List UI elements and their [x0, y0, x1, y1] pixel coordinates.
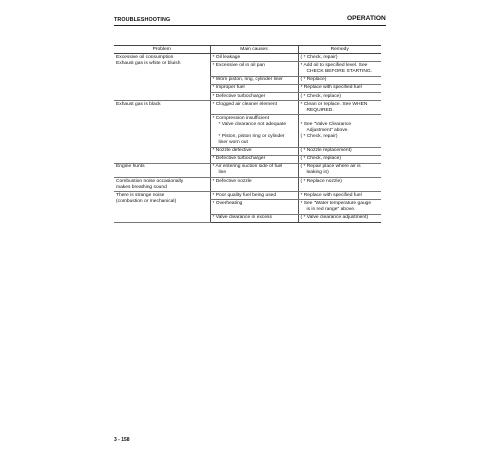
cause-cell — [210, 115, 298, 147]
cause-cell — [210, 147, 298, 155]
remedy-text: * Clean or replace. See WHEN — [300, 101, 368, 107]
column-header-remedy: Remedy — [298, 46, 381, 54]
remedy-text: Adjustment" above. — [306, 127, 349, 133]
chapter-title: OPERATION — [347, 15, 386, 22]
cause-cell — [210, 163, 298, 177]
remedy-text: ( * Check, repair) — [300, 54, 338, 60]
remedy-text: * See "Valve Clearance — [300, 121, 352, 127]
cause-text: * Poor quality fuel being used — [212, 192, 277, 198]
cause-cell — [210, 192, 298, 200]
remedy-cell — [298, 92, 381, 100]
cause-text: * Improper fuel — [212, 85, 245, 91]
problem-text: Engine hunts — [116, 164, 145, 170]
remedy-text: ( * Nozzle replacement) — [300, 148, 352, 154]
table-row — [114, 163, 381, 177]
remedy-cell — [298, 200, 381, 214]
cause-cell — [210, 200, 298, 214]
remedy-cell — [298, 163, 381, 177]
cause-text: * Worn piston, ring, cylinder liner — [212, 77, 283, 83]
problem-text: makes breathing sound — [116, 184, 167, 190]
remedy-text: * Add oil to specified level. See — [300, 62, 368, 68]
cause-cell — [210, 178, 298, 192]
problem-text: Exhaust gas is white or bluish — [116, 60, 181, 66]
remedy-text: is in red range" above. — [306, 207, 356, 213]
remedy-text: REQUIRED. — [306, 107, 334, 113]
remedy-text: ( * Repair place where air is — [300, 164, 361, 170]
problem-cell — [114, 163, 210, 177]
cause-text: * Excessive oil in oil pan — [212, 62, 265, 68]
cause-text: * Compression insufficient — [212, 115, 269, 121]
cause-cell — [210, 92, 298, 100]
troubleshooting-table — [114, 45, 381, 223]
cause-cell — [210, 54, 298, 62]
cause-cell — [210, 76, 298, 84]
problem-text: Exhaust gas is black — [116, 101, 161, 107]
remedy-text: CHECK BEFORE STARTING. — [306, 68, 373, 74]
cause-cell — [210, 84, 298, 92]
remedy-cell — [298, 178, 381, 192]
remedy-cell — [298, 155, 381, 163]
problem-cell — [114, 178, 210, 192]
problem-text: Excessive oil consumption — [116, 54, 174, 60]
problem-cell — [114, 101, 210, 164]
cause-text: * Defective turbocharger — [212, 93, 266, 99]
table-body — [114, 54, 381, 223]
remedy-text — [301, 140, 380, 146]
table-row — [114, 178, 381, 192]
column-header-problem: Problem — [114, 46, 210, 54]
cause-text: * Valve clearance not adequate — [218, 121, 287, 127]
remedy-cell — [298, 115, 381, 147]
remedy-text: ( * Replace nozzle) — [300, 178, 342, 184]
problem-text: (combustion or mechanical) — [116, 198, 177, 204]
table-header-row — [114, 46, 381, 54]
cause-text: * Valve clearance in excess — [212, 215, 272, 221]
header-rule — [114, 25, 386, 26]
cause-cell — [210, 155, 298, 163]
cause-text: line — [218, 170, 227, 176]
column-header-main-causes: Main causes — [210, 46, 298, 54]
cause-text: * Nozzle defective — [212, 148, 252, 154]
cause-cell — [210, 214, 298, 222]
problem-text: Combustion noise occasionally — [116, 178, 184, 184]
remedy-cell — [298, 214, 381, 222]
problem-text: There is strange noise — [116, 192, 165, 198]
cause-text: * Oil leakage — [212, 54, 241, 60]
remedy-cell — [298, 84, 381, 92]
cause-text: * Air entering suction side of fuel — [212, 164, 283, 170]
remedy-text: ( * Valve clearance adjustment) — [300, 215, 369, 221]
remedy-text: * Replace with specified fuel — [300, 192, 362, 198]
cause-text: * Piston, piston ring or cylinder — [218, 133, 285, 139]
remedy-cell — [298, 192, 381, 200]
cause-cell — [210, 62, 298, 76]
problem-cell — [114, 54, 210, 101]
table-row — [114, 192, 381, 200]
table-row — [114, 101, 381, 115]
cause-cell — [210, 101, 298, 115]
problem-cell — [114, 192, 210, 223]
remedy-text: ( * Check, repair) — [300, 133, 338, 139]
cause-text: * Defective turbocharger — [212, 156, 266, 162]
remedy-cell — [298, 101, 381, 115]
remedy-text: ( * Check, replace) — [300, 156, 341, 162]
cause-text: * Clogged air cleaner element — [212, 101, 277, 107]
remedy-cell — [298, 62, 381, 76]
page-number: 3 - 158 — [114, 437, 130, 443]
remedy-cell — [298, 76, 381, 84]
remedy-cell — [298, 54, 381, 62]
remedy-cell — [298, 147, 381, 155]
remedy-text: * Replace with specified fuel — [300, 85, 362, 91]
cause-text: * Defective nozzle — [212, 178, 252, 184]
cause-text: liner worn out — [218, 139, 248, 145]
table-row — [114, 54, 381, 62]
remedy-text: * See "Water temperature gauge — [300, 201, 372, 207]
section-title: TROUBLESHOOTING — [114, 17, 171, 23]
remedy-text: ( * Replace) — [300, 77, 327, 83]
remedy-text: leaking in) — [306, 170, 329, 176]
remedy-text: ( * Check, replace) — [300, 93, 341, 99]
cause-text: * Overheating — [212, 201, 243, 207]
